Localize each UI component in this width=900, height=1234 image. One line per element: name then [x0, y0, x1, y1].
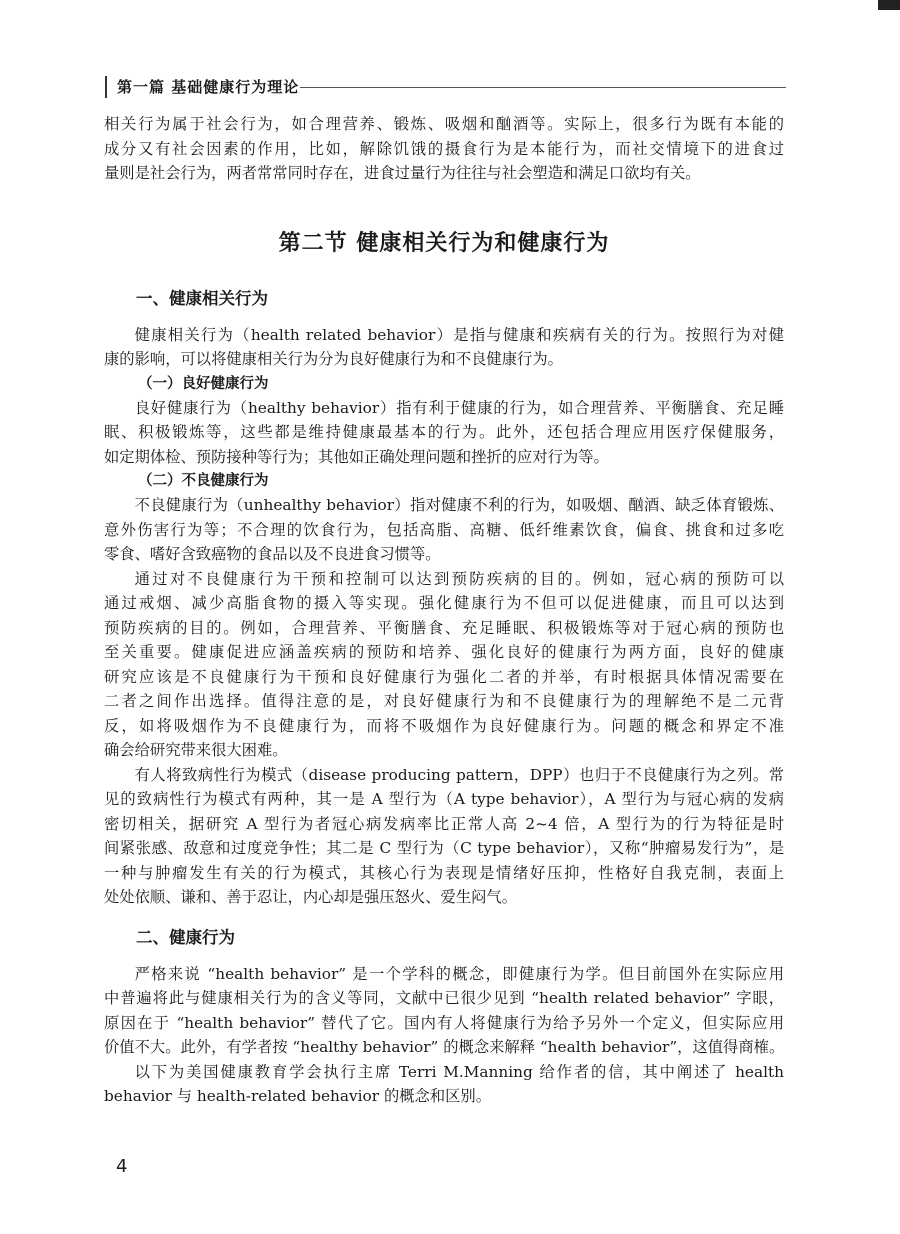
text-line: 中普遍将此与健康相关行为的含义等同，文献中已很少见到 “health related behavior” 字眼， [104, 989, 784, 1007]
text-line: 通过戒烟、减少高脂食物的摄入等实现。强化健康行为不但可以促进健康，而且可以达到 [104, 594, 784, 612]
text-line: 良好健康行为（healthy behavior）指有利于健康的行为，如合理营养、平衡膳食、充足睡 [134, 398, 784, 417]
text-line: 二者之间作出选择。值得注意的是，对良好健康行为和不良健康行为的理解绝不是二元背 [104, 692, 784, 710]
text-line: 间紧张感、敌意和过度竞争性；其二是 C 型行为（C type behavior），又称“肿瘤易发行为”，是 [104, 839, 784, 857]
text-line: 通过对不良健康行为干预和控制可以达到预防疾病的目的。例如，冠心病的预防可以 [134, 569, 784, 588]
text-line: 原因在于 “health behavior” 替代了它。国内有人将健康行为给予另外一个定义，但实际应用 [104, 1013, 784, 1032]
text-line: 意外伤害行为等；不合理的饮食行为，包括高脂、高糖、低纤维素饮食，偏食、挑食和过多吃 [104, 520, 784, 539]
paragraph-dpp [104, 763, 784, 910]
paragraph-definition [104, 323, 784, 372]
header-rule [300, 87, 786, 88]
text-line: 一种与肿瘤发生有关的行为模式，其核心行为表现是情绪好压抑，性格好自我克制，表面上 [104, 863, 784, 882]
text-line: 不良健康行为（unhealthy behavior）指对健康不利的行为，如吸烟、酗酒、缺乏体育锻炼、 [134, 496, 784, 514]
running-header [103, 70, 786, 110]
text-line: 价值不大。此外，有学者按 “healthy behavior” 的概念来解释 “health behavior”，这值得商榷。 [104, 1038, 785, 1056]
page-content [104, 112, 784, 1109]
text-line: 见的致病性行为模式有两种，其一是 A 型行为（A type behavior），A 型行为与冠心病的发病 [104, 790, 784, 808]
text-line: behavior 与 health-related behavior 的概念和区别。 [104, 1087, 492, 1105]
intro-paragraph [104, 112, 784, 186]
text-line: 有人将致病性行为模式（disease producing pattern，DPP）也归于不良健康行为之列。常 [134, 765, 784, 784]
text-line: 反，如将吸烟作为不良健康行为，而将不吸烟作为良好健康行为。问题的概念和界定不准 [104, 716, 784, 735]
text-line: 相关行为属于社会行为，如合理营养、锻炼、吸烟和酗酒等。实际上，很多行为既有本能的 [104, 115, 784, 133]
text-line: 眠、积极锻炼等，这些都是维持健康最基本的行为。此外，还包括合理应用医疗保健服务， [104, 423, 784, 441]
page-number: 4 [116, 1156, 128, 1177]
text-line: 以下为美国健康教育学会执行主席 Terri M.Manning 给作者的信，其中阐述了 health [134, 1062, 784, 1081]
subsection-heading-1: 一、健康相关行为 [136, 288, 268, 308]
text-line: 研究应该是不良健康行为干预和良好健康行为强化二者的并举，有时根据具体情况需要在 [104, 667, 784, 686]
paragraph-good-behavior [104, 396, 784, 470]
paragraph-intervention [104, 567, 784, 763]
text-line: 量则是社会行为，两者常常同时存在，进食过量行为往往与社会塑造和满足口欲均有关。 [104, 164, 701, 182]
paragraph-bad-behavior [104, 493, 784, 567]
text-line: 严格来说 “health behavior” 是一个学科的概念，即健康行为学。但目前国外在实际应用 [134, 964, 784, 983]
section-title: 第二节 健康相关行为和健康行为 [278, 230, 610, 256]
text-line: 确会给研究带来很大困难。 [104, 741, 288, 759]
text-line: 康的影响，可以将健康相关行为分为良好健康行为和不良健康行为。 [104, 350, 563, 368]
text-line: 密切相关，据研究 A 型行为者冠心病发病率比正常人高 2~4 倍，A 型行为的行为特征是时 [104, 814, 784, 833]
paragraph-health-behavior [104, 962, 784, 1060]
text-line: 至关重要。健康促进应涵盖疾病的预防和培养、强化良好的健康行为两方面，良好的健康 [104, 643, 784, 661]
text-line: 健康相关行为（health related behavior）是指与健康和疾病有关的行为。按照行为对健 [134, 325, 784, 344]
text-line: 处处依顺、谦和、善于忍让，内心却是强压怒火、爱生闷气。 [104, 888, 518, 906]
subsection-heading-2: 二、健康行为 [136, 927, 235, 947]
running-title: 第一篇 基础健康行为理论 [117, 78, 300, 96]
text-line: 成分又有社会因素的作用，比如，解除饥饿的摄食行为是本能行为，而社交情境下的进食过 [104, 139, 784, 158]
paragraph-letter-intro [104, 1060, 784, 1109]
text-line: 预防疾病的目的。例如，合理营养、平衡膳食、充足睡眠、积极锻炼等对于冠心病的预防也 [104, 618, 784, 637]
header-bar [105, 76, 107, 98]
text-line: 零食、嗜好含致癌物的食品以及不良进食习惯等。 [104, 545, 441, 563]
text-line: 如定期体检、预防接种等行为；其他如正确处理问题和挫折的应对行为等。 [104, 447, 609, 466]
subheading-bad-behavior: （二）不良健康行为 [138, 473, 269, 489]
page-corner-tab [878, 0, 900, 10]
subheading-good-behavior: （一）良好健康行为 [138, 375, 269, 392]
